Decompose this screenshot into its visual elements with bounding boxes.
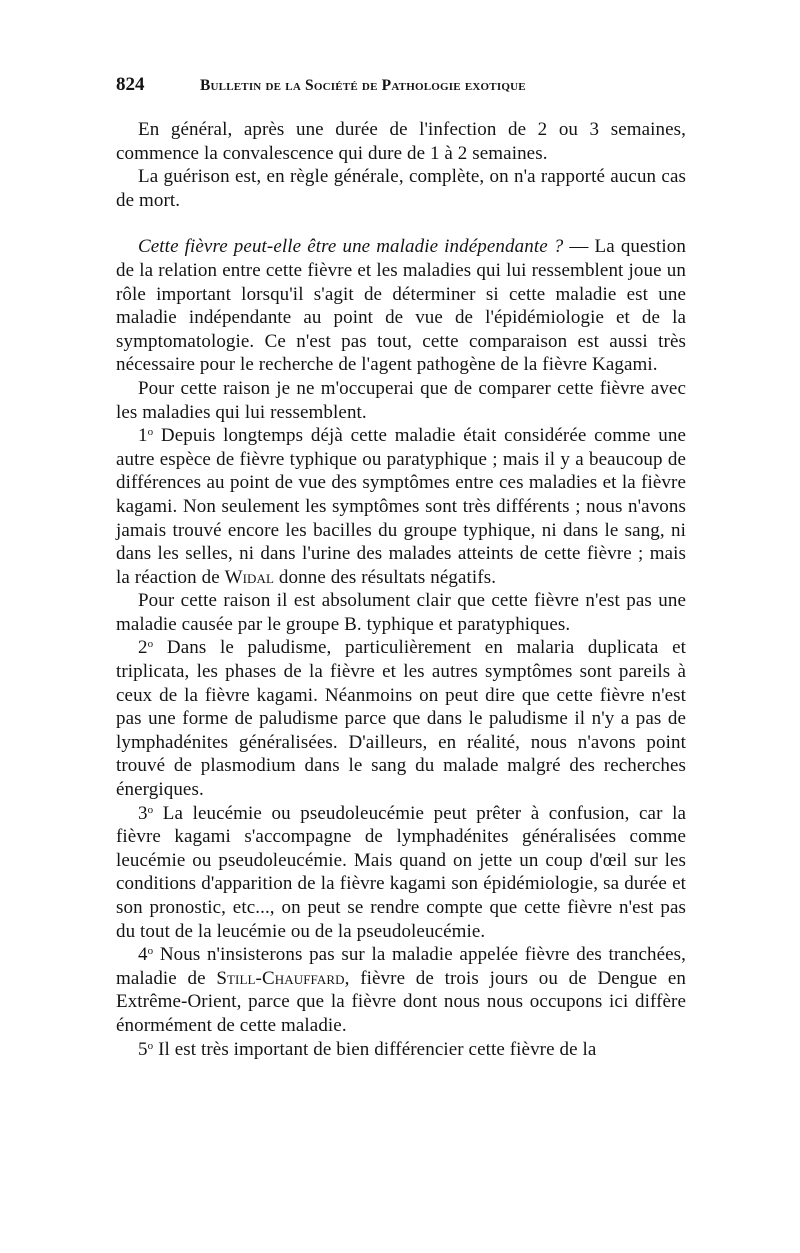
page-number: 824 (116, 74, 145, 95)
paragraph-text: Pour cette raison il est absolument clair que cette fièvre n'est pas une maladie causée par le groupe B. typhique et paratyphiques. (116, 590, 686, 635)
section-heading-italic: Cette fièvre peut-elle être une maladie indépendante ? (138, 236, 564, 258)
item-number: 2 (138, 637, 148, 659)
paragraph-text: Il est très important de bien différencier cette fièvre de la (153, 1038, 597, 1060)
item-number: 4 (138, 944, 148, 966)
paragraph-text: Pour cette raison je ne m'occuperai que de comparer cette fièvre avec les maladies qui lui ressemblent. (116, 377, 686, 423)
item-number: 1 (138, 425, 148, 447)
item-ordinal: o (147, 426, 154, 439)
paragraph-convalescence (116, 118, 686, 165)
item-ordinal: o (147, 1039, 154, 1052)
paragraph-comparaison (116, 377, 686, 424)
paragraph-text: Dans le paludisme, particulièrement en malaria duplicata et triplicata, les phases de la fièvre et les autres symptômes sont pareils à ceux de la fièvre kagami. Néanmoins on peut dire que cette fièvre n'est pas une forme de paludisme parce que dans le paludisme il n'y a pas de lymphadénites généralisées. D'ailleurs, en réalité, nous n'avons point trouvé de plasmodium dans le sang du malade malgré des recherches énergiques. (116, 637, 686, 801)
paragraph-point-3 (116, 802, 686, 944)
item-ordinal: o (147, 638, 154, 651)
paragraph-text: — La question de la relation entre cette fièvre et les maladies qui lui ressemblent joue un rôle important lorsqu'il s'agit de déterminer si cette maladie est une maladie indépendante au point de vue de l'épidémiologie et de la symptomatologie. Ce n'est pas tout, cette comparaison est aussi très nécessaire pour le recherche de l'agent pathogène de la fièvre Kagami. (116, 236, 686, 376)
paragraph-text: La guérison est, en règle générale, complète, on n'a rapporté aucun cas de mort. (116, 166, 686, 211)
author-name: Still-Chauffard (216, 967, 345, 989)
paragraph-guerison (116, 165, 686, 212)
paragraph-point-2 (116, 636, 686, 801)
body-text (116, 118, 686, 1061)
paragraph-text: , fièvre de trois jours ou de Dengue en Extrême-Orient, parce que la fièvre dont nous nous occupons ici diffère énormément de cette maladie. (116, 967, 686, 1036)
page-header (116, 74, 686, 100)
paragraph-point-5 (116, 1038, 686, 1062)
paragraph-text: Depuis longtemps déjà cette maladie était considérée comme une autre espèce de fièvre typhique ou paratyphique ; mais il y a beaucoup de différences au point de vue des symptômes entre ces maladies et la fièvre kagami. Non seulement les symptômes sont très différents ; nous n'avons jamais trouvé encore les bacilles du groupe typhique, ni dans le sang, ni dans les selles, ni dans l'urine des malades atteints de cette fièvre ; mais la réaction de (116, 425, 686, 588)
item-number: 5 (138, 1038, 148, 1060)
item-ordinal: o (147, 945, 154, 958)
paragraph-conclusion-1 (116, 589, 686, 636)
paragraph-point-1 (116, 424, 686, 589)
author-name: Widal (224, 566, 275, 588)
paragraph-question (116, 235, 686, 377)
paragraph-text: donne des résultats négatifs. (274, 566, 497, 588)
item-number: 3 (138, 802, 148, 824)
running-title: Bulletin de la Société de Pathologie exotique (200, 77, 526, 94)
paragraph-text: En général, après une durée de l'infection de 2 ou 3 semaines, commence la convalescence qui dure de 1 à 2 semaines. (116, 119, 686, 164)
paragraph-text: Nous n'insisterons pas sur la maladie appelée fièvre des tranchées, maladie de (116, 944, 686, 989)
paragraph-text: La leucémie ou pseudoleucémie peut prêter à confusion, car la fièvre kagami s'accompagne de lymphadénites généralisées comme leucémie ou pseudoleucémie. Mais quand on jette un coup d'œil sur les conditions d'apparition de la fièvre kagami son épidémiologie, sa durée et son pronostic, etc..., on peut se rendre compte que cette fièvre n'est pas du tout de la leucémie ou de la pseudoleucémie. (116, 802, 686, 942)
paragraph-point-4 (116, 943, 686, 1037)
document-page (116, 74, 686, 1061)
item-ordinal: o (147, 803, 154, 816)
